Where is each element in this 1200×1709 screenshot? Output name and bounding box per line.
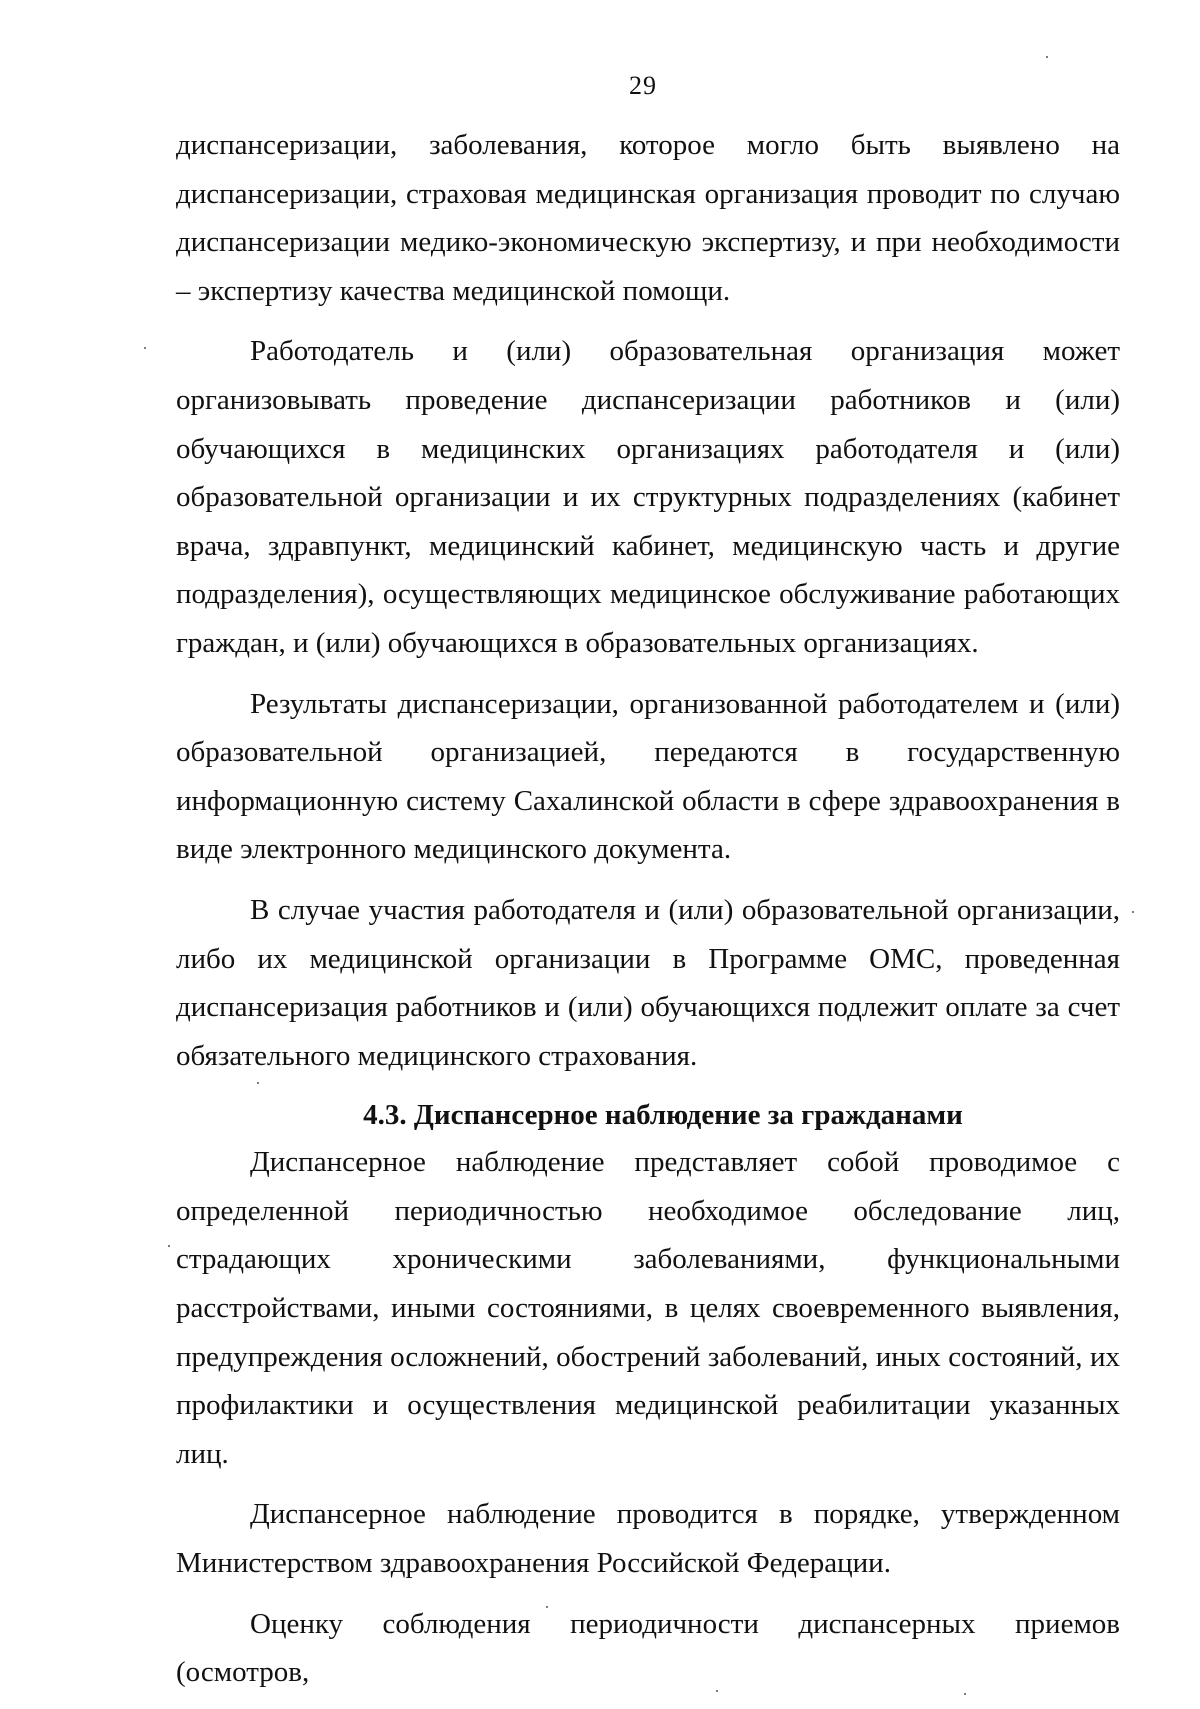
scan-speck (144, 347, 146, 349)
page-number: 29 (629, 71, 657, 100)
scan-speck (546, 1606, 548, 1608)
scan-speck (964, 1693, 966, 1695)
paragraph: Результаты диспансеризации, организованной работодателем и (или) образовательной организацией, передаются в государственную информационную систему Сахалинской области в сфере здравоохранения в виде электронного медицинского документа. (176, 687, 1120, 866)
scan-speck (257, 1082, 259, 1084)
paragraph: Оценку соблюдения периодичности диспансерных приемов (осмотров, (176, 1607, 1120, 1689)
scan-speck (716, 1690, 718, 1692)
paragraph: Работодатель и (или) образовательная организация может организовывать проведение диспансеризации работников и (или) обучающихся в медицинских организациях работодателя и (или) образовательной организации и их структурных подразделениях (кабинет врача, здравпункт, медицинский кабинет, медицинскую часть и другие подразделения), осуществляющих медицинское обслуживание работающих граждан, и (или) обучающихся в образовательных организациях. (176, 335, 1120, 659)
paragraph: Диспансерное наблюдение проводится в порядке, утвержденном Министерством здравоохранения Российской Федерации. (176, 1498, 1120, 1580)
scan-speck (1046, 56, 1048, 58)
scan-speck (168, 1245, 170, 1247)
paragraph-continued: диспансеризации, заболевания, которое могло быть выявлено на диспансеризации, страховая медицинская организация проводит по случаю диспансеризации медико-экономическую экспертизу, и при необходимости – экспертизу качества медицинской помощи. (176, 129, 1120, 307)
document-body (176, 121, 1120, 1709)
scan-speck (1132, 911, 1134, 913)
section-heading: 4.3. Диспансерное наблюдение за гражданами (363, 1099, 963, 1132)
paragraph: В случае участия работодателя и (или) образовательной организации, либо их медицинской организации в Программе ОМС, проведенная диспансеризация работников и (или) обучающихся подлежит оплате за счет обязательного медицинского страхования. (176, 893, 1120, 1072)
paragraph: Диспансерное наблюдение представляет собой проводимое с определенной периодичностью необходимое обследование лиц, страдающих хроническими заболеваниями, функциональными расстройствами, иными состояниями, в целях своевременного выявления, предупреждения осложнений, обострений заболеваний, иных состояний, их профилактики и осуществления медицинской реабилитации указанных лиц. (176, 1146, 1120, 1470)
